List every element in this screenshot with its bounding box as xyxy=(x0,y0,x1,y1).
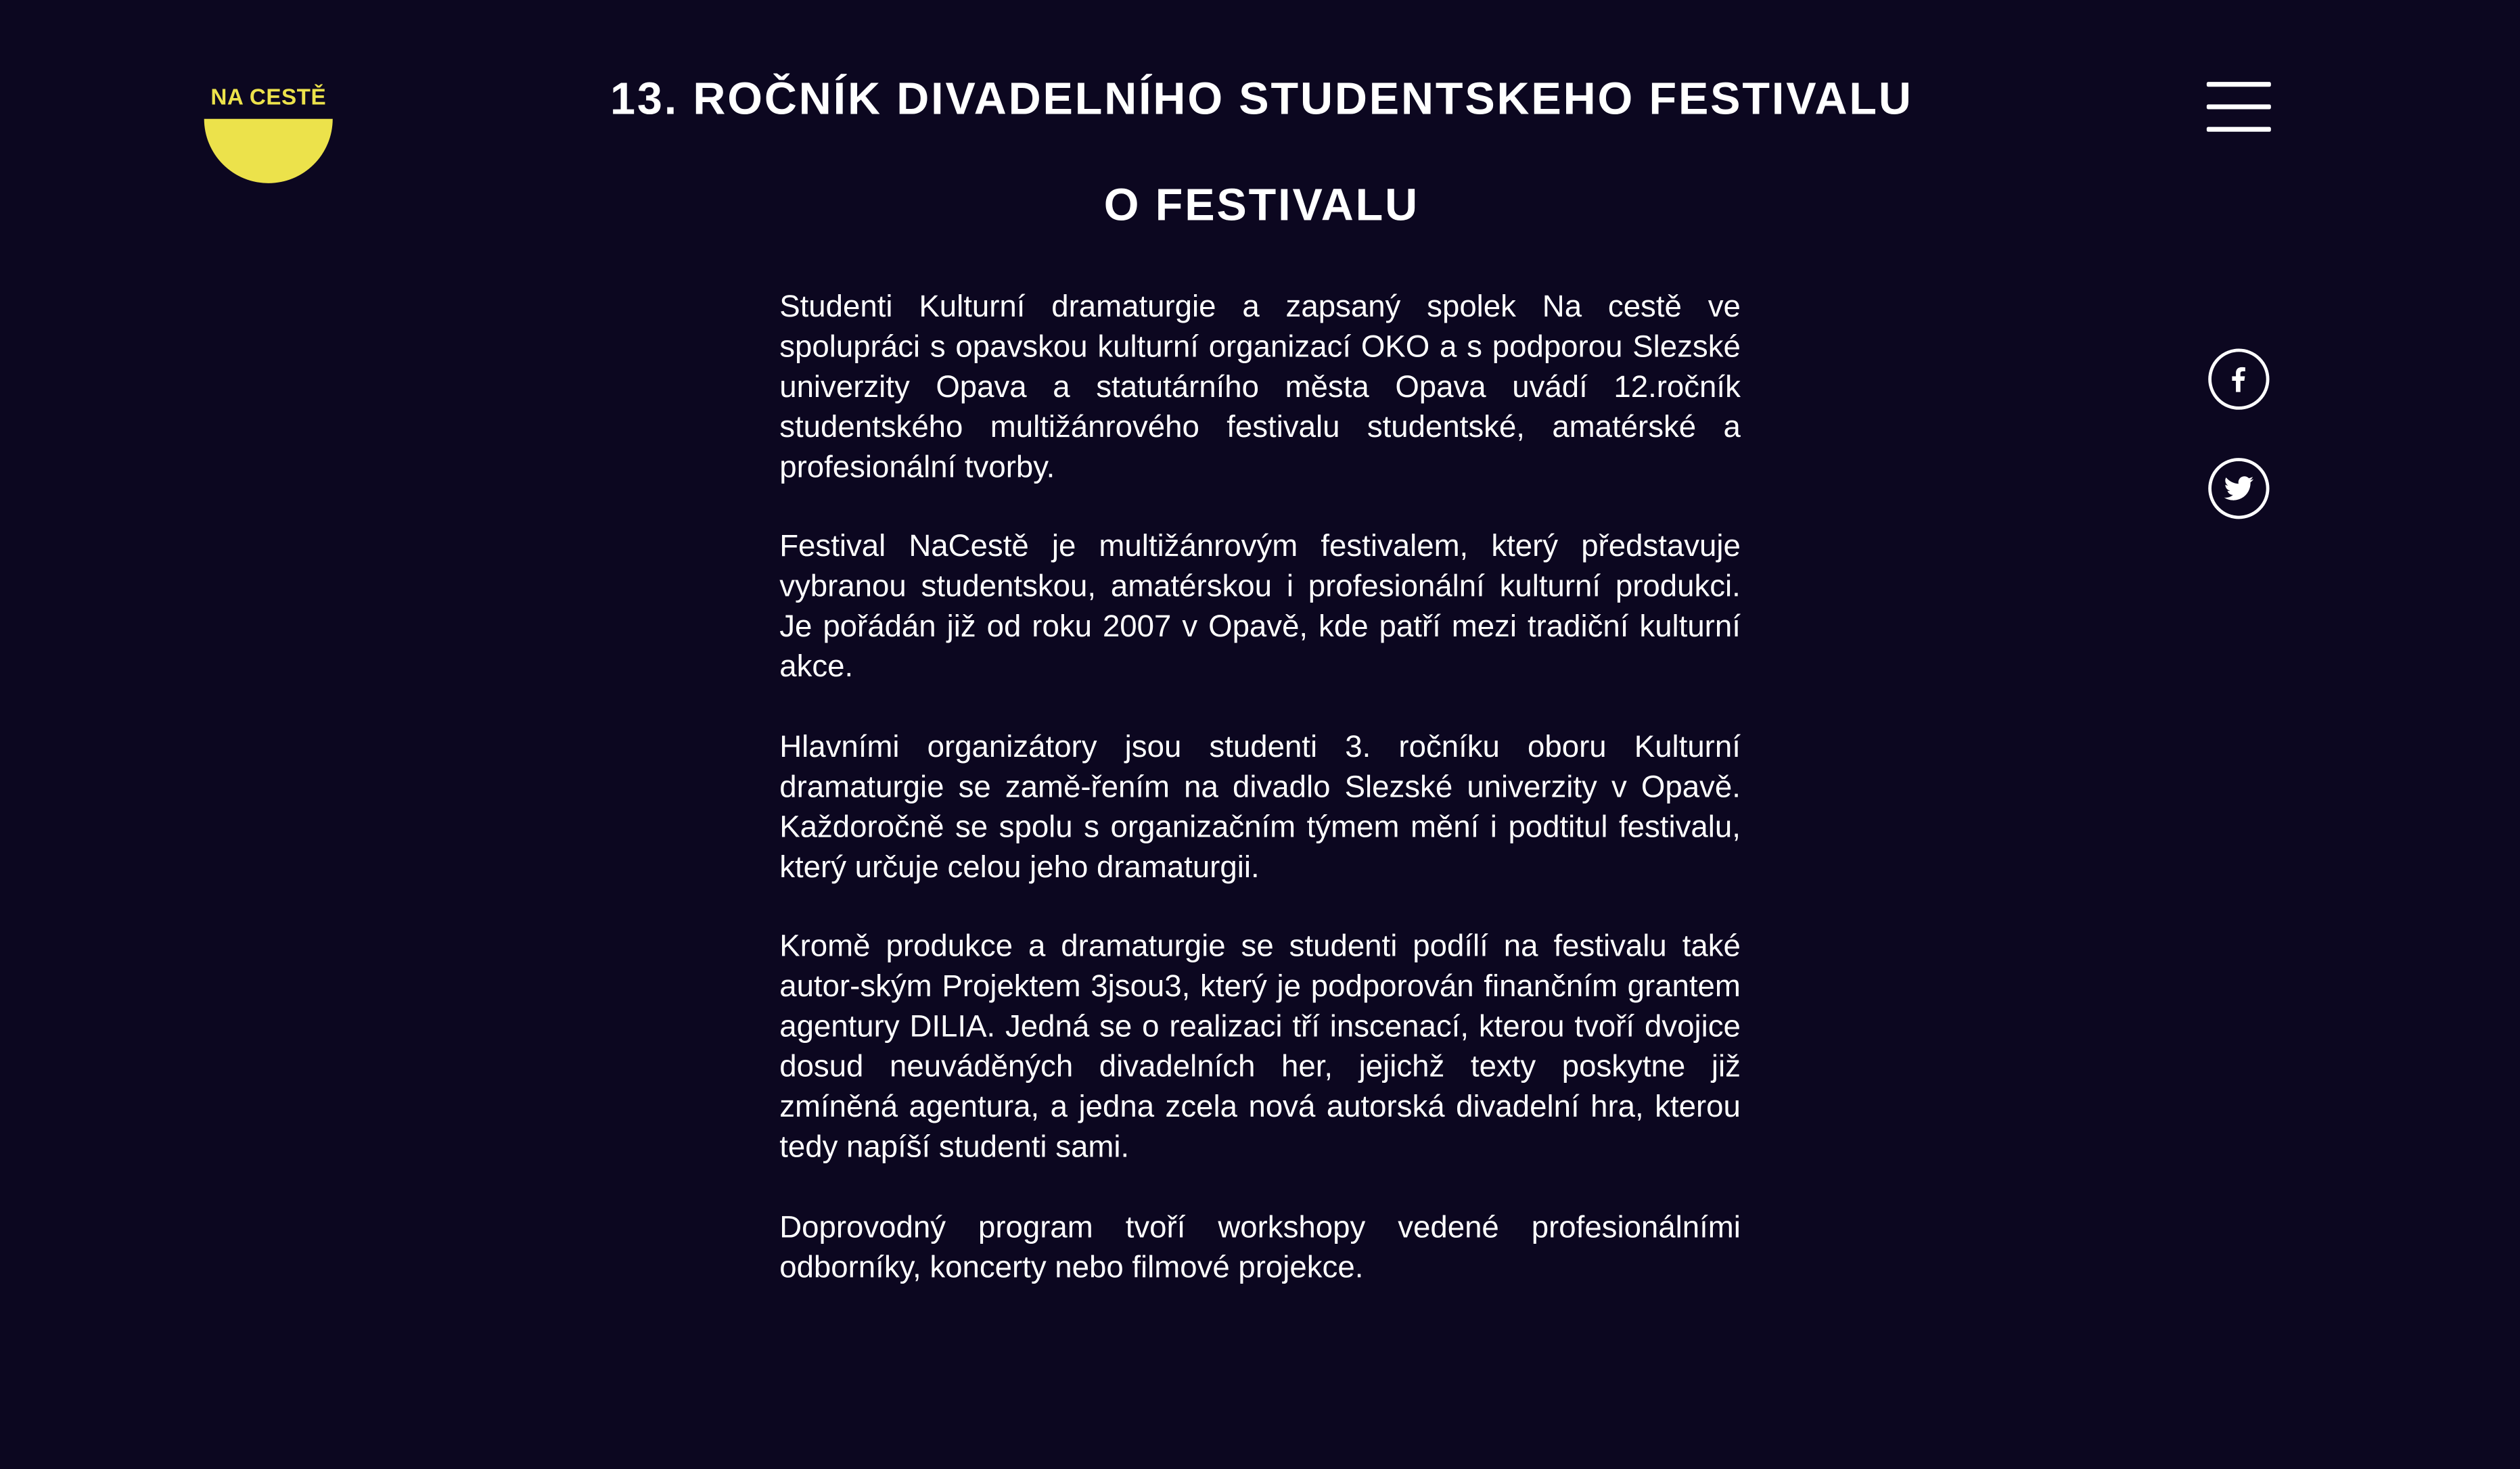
logo-semicircle xyxy=(204,119,333,183)
paragraph: Hlavními organizátory jsou studenti 3. ročníku oboru Kulturní dramaturgie se zamě-řením na divadlo Slezské univerzity v Opavě. Každoročně se spolu s organizačním týmem mění i podtitul festivalu, který určuje celou jeho dramaturgii. xyxy=(779,730,1741,885)
facebook-icon[interactable] xyxy=(2208,349,2269,410)
festival-description xyxy=(779,289,1741,1330)
paragraph: Festival NaCestě je multižánrovým festivalem, který představuje vybranou studentskou, amatérskou i profesionální kulturní produkci. Je pořádán již od roku 2007 v Opavě, kde patří mezi tradiční kulturní akce. xyxy=(779,530,1741,685)
twitter-icon[interactable] xyxy=(2208,458,2269,519)
paragraph: Kromě produkce a dramaturgie se studenti podílí na festivalu také autor-ským Projektem 3jsou3, který je podporován finančním grantem agentury DILIA. Jedná se o realizaci tří inscenací, kterou tvoří dvojice dosud neuváděných divadelních her, jejichž texty poskytne již zmíněná agentura, a jedna zcela nová autorská divadelní hra, kterou tedy napíší studenti sami. xyxy=(779,931,1741,1165)
hamburger-menu-icon[interactable] xyxy=(2207,82,2271,135)
logo-text: NA CESTĚ xyxy=(210,83,327,110)
section-title: O FESTIVALU xyxy=(1103,180,1420,230)
page-title: 13. ROČNÍK DIVADELNÍHO STUDENTSKEHO FESTIVALU xyxy=(610,74,1913,124)
logo[interactable] xyxy=(202,84,334,187)
paragraph: Studenti Kulturní dramaturgie a zapsaný spolek Na cestě ve spolupráci s opavskou kulturní organizací OKO a s podporou Slezské univerzity Opava a statutárního města Opava uvádí 12.ročník studentského multižánrového festivalu studentské, amatérské a profesionální tvorby. xyxy=(779,291,1741,485)
paragraph: Doprovodný program tvoří workshopy vedené profesionálními odborníky, koncerty nebo filmové projekce. xyxy=(779,1211,1741,1285)
